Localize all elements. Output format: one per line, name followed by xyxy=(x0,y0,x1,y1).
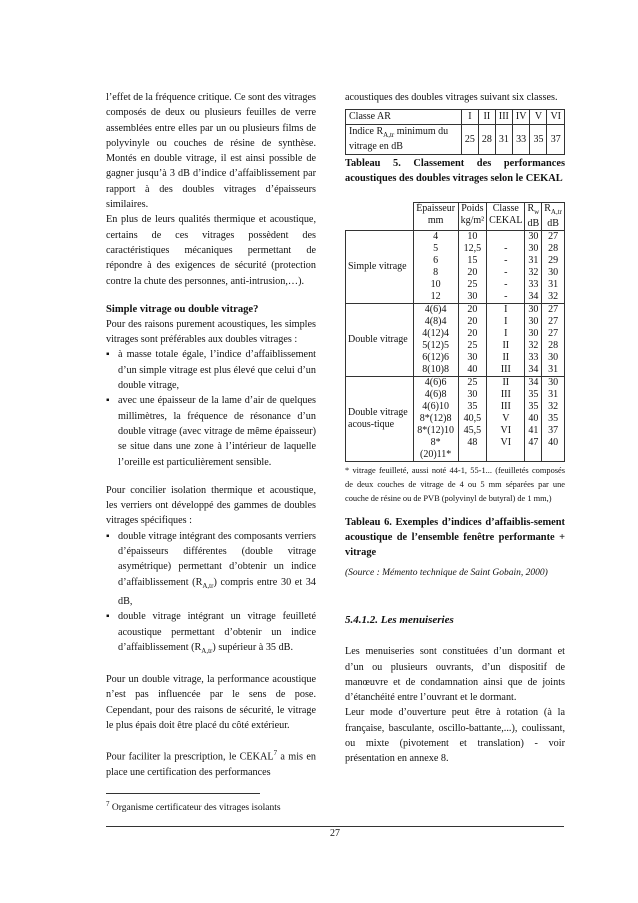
page-number: 27 xyxy=(330,828,340,839)
table-cell: 35 xyxy=(458,401,487,413)
table-caption: Tableau 6. Exemples d’indices d’affaiblis-sement acoustique de l’ensemble fenêtre performante + vitrage xyxy=(345,516,565,558)
table-cell: 5(12)5 xyxy=(413,340,458,352)
table-cell: 25 xyxy=(458,377,487,390)
table-cell: 4(6)6 xyxy=(413,377,458,390)
table-cell: 28 xyxy=(478,125,495,155)
table-cell: 31 xyxy=(542,364,565,377)
paragraph: Pour un double vitrage, la performance acoustique n’est pas influencée par le sens de pose. Cependant, pour des raisons de sécurité, le vitrage le plus épais doit être placé du côté extérieur. xyxy=(106,674,316,732)
table-cell: 4(8)4 xyxy=(413,316,458,328)
list-item: ▪ à masse totale égale, l’indice d’affaiblissement d’un simple vitrage est plus élevé que celui d’un double vitrage, xyxy=(106,347,316,393)
table-caption: Tableau 5. Classement des performances acoustiques des doubles vitrages selon le CEKAL xyxy=(345,158,565,185)
table-cell: 5 xyxy=(413,243,458,255)
table-cell: 27 xyxy=(542,316,565,328)
row-group-label: Double vitrage xyxy=(346,304,414,377)
table-cell: 45,5 xyxy=(458,425,487,437)
table-cell: 40,5 xyxy=(458,413,487,425)
table-cell: I xyxy=(487,304,525,317)
table-cell: 27 xyxy=(542,304,565,317)
row-group-label: Double vitrage acous-tique xyxy=(346,377,414,462)
list-item: ▪ double vitrage intégrant des composants verriers d’épaisseurs différentes (double vitrage asymétrique) permettant d’obtenir un indice d’affaiblissement $(R_{A,tr})$ compris entre 30 et 34 dB, xyxy=(106,529,316,610)
table-cell: 8(10)8 xyxy=(413,364,458,377)
list-item: ▪ double vitrage intégrant un vitrage feuilleté acoustique permettant d’obtenir un indice d’affaiblissement $(R_{A,tr})$ supérieur à 35 dB. xyxy=(106,609,316,659)
paragraph: Les menuiseries sont constituées d’un dormant et d’un ou plusieurs ouvrants, d’un dispositif de manœuvre et de condamnation ainsi que de joints d’étanchéité entre l’ouvrant et le dormant. xyxy=(345,646,565,704)
paragraph: En plus de leurs qualités thermique et acoustique, certains de ces vitrages possèdent des caractéristiques mécaniques permettant de répondre à des exigences de sécurité (protection contre la chute des personnes, anti-intrusion,…). xyxy=(106,214,316,287)
table-cell: 10 xyxy=(458,231,487,244)
table-cell: 40 xyxy=(525,413,542,425)
table-cell: - xyxy=(487,279,525,291)
paragraph: l’effet de la fréquence critique. Ce sont des vitrages composés de deux ou plusieurs feuilles de verre assemblées entre elles par un ou plusieurs films de polyvinyle ou couches de résine de synthèse. Montés en double vitrage, il est ainsi possible de gagner jusqu’à 3 dB d’indice d’affaiblissement par rapport à des doubles vitrages d’épaisseurs similaires. xyxy=(106,92,316,211)
paragraph: Leur mode d’ouverture peut être à rotation (à la française, basculante, oscillo-battante,...), coulissant, ou mixte (pivotement et translation) - voir présentation en annexe 8. xyxy=(345,707,565,765)
table-cell: 33 xyxy=(525,352,542,364)
table-cell: - xyxy=(487,267,525,279)
table-cell: 6 xyxy=(413,255,458,267)
table-cell: V xyxy=(487,413,525,425)
paragraph: Pour concilier isolation thermique et acoustique, les verriers ont développé des gammes de doubles vitrages spécifiques : xyxy=(106,484,316,527)
table-row xyxy=(346,231,565,244)
list-item: ▪ avec une épaisseur de la lame d’air de quelques millimètres, la fréquence de résonance d’un double vitrage (avec vitrage de même épaisseur) se situe dans une zone à l’intérieur de laquelle l’oreille est particulièrement sensible. xyxy=(106,393,316,469)
table-cell: 20 xyxy=(458,267,487,279)
table-cell: 40 xyxy=(542,437,565,462)
table-cell: 35 xyxy=(525,401,542,413)
table-cell: 4(12)4 xyxy=(413,328,458,340)
paragraph: acoustiques des doubles vitrages suivant six classes. xyxy=(345,92,558,103)
table-cell: 28 xyxy=(542,340,565,352)
table-cell: 30 xyxy=(458,389,487,401)
table-cell: 4(6)10 xyxy=(413,401,458,413)
table-cell: 25 xyxy=(461,125,478,155)
footnote: $^7$ Organisme certificateur des vitrages isolants xyxy=(106,800,281,814)
table-cell: 47 xyxy=(525,437,542,462)
table-cell: 32 xyxy=(542,291,565,304)
table-cell: II xyxy=(487,340,525,352)
table-cell: 37 xyxy=(542,425,565,437)
table-cell: 31 xyxy=(542,279,565,291)
table-cell: - xyxy=(487,291,525,304)
table-cell: III xyxy=(487,364,525,377)
table-row xyxy=(346,304,565,317)
table-cell: Indice $R_{A,tr}$ minimum du vitrage en dB xyxy=(346,125,462,155)
column-header: Épaisseur mm xyxy=(413,203,458,231)
table-cell: 30 xyxy=(525,328,542,340)
table-cell: II xyxy=(487,377,525,390)
table-cell: 32 xyxy=(525,267,542,279)
table-cell: VI xyxy=(487,437,525,462)
table-cell: 31 xyxy=(525,255,542,267)
table-cell: 35 xyxy=(525,389,542,401)
table-cell: 20 xyxy=(458,316,487,328)
table-cell: 4(6)4 xyxy=(413,304,458,317)
table-cell: 31 xyxy=(542,389,565,401)
table-cell: II xyxy=(487,352,525,364)
table-cell: 27 xyxy=(542,231,565,244)
table-cell: 10 xyxy=(413,279,458,291)
table-cell: III xyxy=(495,110,512,125)
row-group-label: Simple vitrage xyxy=(346,231,414,304)
table-cell: 30 xyxy=(525,316,542,328)
footnote-ref: 7 xyxy=(273,749,278,758)
table-note: * vitrage feuilleté, aussi noté 44-1, 55-1... (feuilletés composés de deux couches de vitrage de 4 ou 5 mm séparées par une couche de résine ou de PVB (polyvinyl de butyral) de 1 mm,) xyxy=(345,466,565,504)
table-cell: 12 xyxy=(413,291,458,304)
table-cell: 8*(20)11* xyxy=(413,437,458,462)
table-cell: 30 xyxy=(525,231,542,244)
table-cell: 4(6)8 xyxy=(413,389,458,401)
bullet-list xyxy=(106,529,316,659)
table-cell: 34 xyxy=(525,364,542,377)
table-cell: 8 xyxy=(413,267,458,279)
table-cell: 30 xyxy=(458,291,487,304)
column-header: $R_w$ dB xyxy=(525,203,542,231)
table-cell: 32 xyxy=(542,401,565,413)
table-cell: 30 xyxy=(525,243,542,255)
table-cell: 25 xyxy=(458,340,487,352)
table-cell: 8*(12)8 xyxy=(413,413,458,425)
table-cell: IV xyxy=(512,110,530,125)
table-cell: 20 xyxy=(458,304,487,317)
paragraph: Pour des raisons purement acoustiques, les simples vitrages sont préférables aux doubles vitrages : xyxy=(106,318,316,346)
table-cell: 4 xyxy=(413,231,458,244)
column-header: Poids kg/m² xyxy=(458,203,487,231)
table-cell: 30 xyxy=(458,352,487,364)
right-column xyxy=(345,90,565,767)
table-cell: 30 xyxy=(542,267,565,279)
table-cell: 35 xyxy=(530,125,547,155)
table-cell: 15 xyxy=(458,255,487,267)
table-cell: - xyxy=(487,243,525,255)
table-cell: 41 xyxy=(525,425,542,437)
table-cell: VI xyxy=(487,425,525,437)
table-cell xyxy=(487,231,525,244)
table-cell: 6(12)6 xyxy=(413,352,458,364)
table-cell: 34 xyxy=(525,291,542,304)
table-cell: 30 xyxy=(525,304,542,317)
table-cell: 28 xyxy=(542,243,565,255)
section-title: 5.4.1.2. Les menuiseries xyxy=(345,613,454,626)
table-cell: 31 xyxy=(495,125,512,155)
table-cell: 35 xyxy=(542,413,565,425)
column-header: Classe CEKAL xyxy=(487,203,525,231)
table-cell: 32 xyxy=(525,340,542,352)
table-cell: 25 xyxy=(458,279,487,291)
table-cell: I xyxy=(487,328,525,340)
table-cell: 33 xyxy=(525,279,542,291)
source-note: (Source : Mémento technique de Saint Gobain, 2000) xyxy=(345,567,548,578)
table-cell: VI xyxy=(547,110,565,125)
footer-divider xyxy=(106,826,564,827)
table-cell: I xyxy=(461,110,478,125)
subheading: Simple vitrage ou double vitrage? xyxy=(106,303,259,315)
cekal-classes-table xyxy=(345,109,565,155)
footnote-divider xyxy=(106,793,260,794)
table-cell: 29 xyxy=(542,255,565,267)
table-cell: - xyxy=(487,255,525,267)
glazing-examples-table xyxy=(345,202,565,462)
table-cell: 20 xyxy=(458,328,487,340)
paragraph: Pour faciliter la prescription, le CEKAL$^7$ a mis en place une certification des performances xyxy=(106,749,316,779)
table-cell: 30 xyxy=(542,352,565,364)
table-cell: III xyxy=(487,389,525,401)
table-cell: 27 xyxy=(542,328,565,340)
table-cell: Classe AR xyxy=(346,110,462,125)
bullet-list xyxy=(106,347,316,469)
table-cell: 37 xyxy=(547,125,565,155)
left-column xyxy=(106,90,316,780)
table-cell: 12,5 xyxy=(458,243,487,255)
table-cell: I xyxy=(487,316,525,328)
table-cell: 48 xyxy=(458,437,487,462)
table-cell: V xyxy=(530,110,547,125)
table-row xyxy=(346,377,565,390)
column-header: $R_{A,tr}$ dB xyxy=(542,203,565,231)
table-cell: 33 xyxy=(512,125,530,155)
table-cell: II xyxy=(478,110,495,125)
table-cell: 34 xyxy=(525,377,542,390)
table-cell: 30 xyxy=(542,377,565,390)
table-cell: III xyxy=(487,401,525,413)
table-cell: 8*(12)10 xyxy=(413,425,458,437)
table-cell: 40 xyxy=(458,364,487,377)
